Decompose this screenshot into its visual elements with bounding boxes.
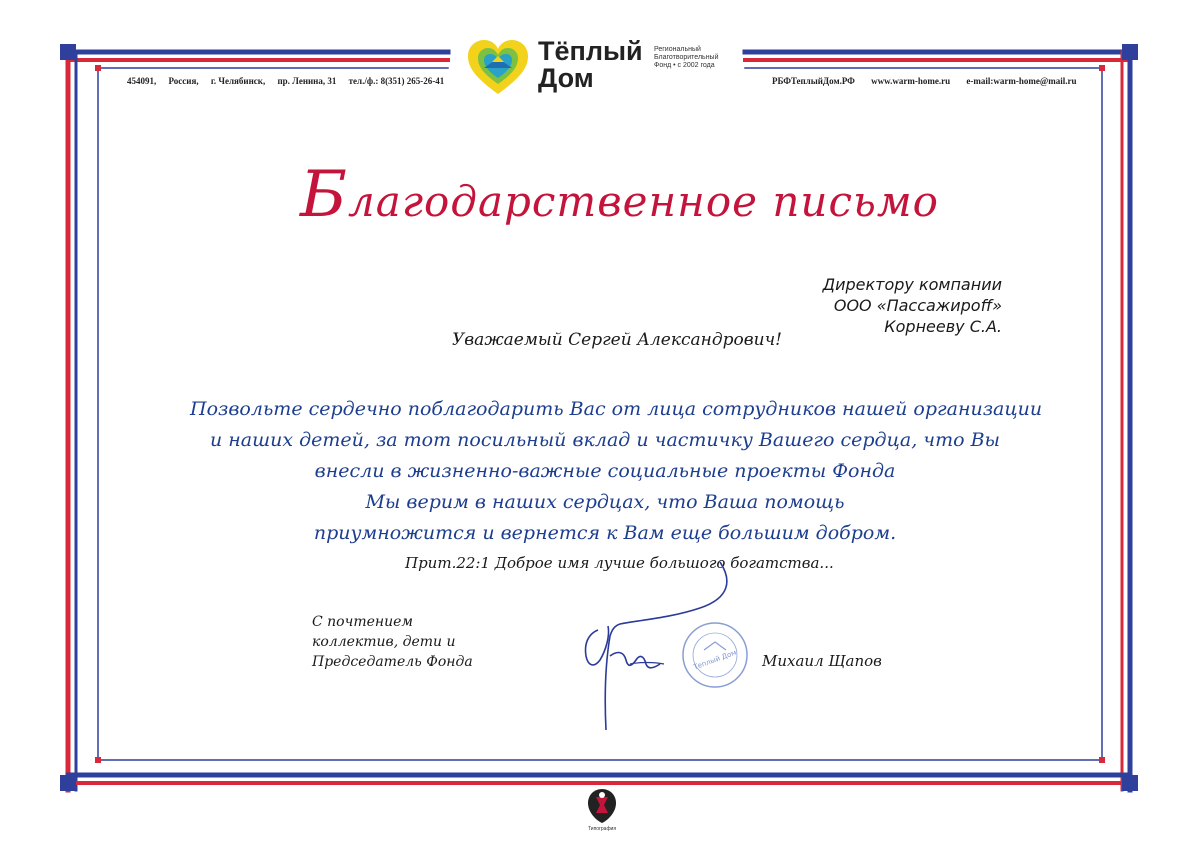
body-line-5: приумножится и вернется к Вам еще большим добром. — [313, 522, 897, 544]
site-en: www.warm-home.ru — [871, 76, 951, 86]
closing-line-2: коллектив, дети и — [312, 634, 456, 650]
body-line-1: Позвольте сердечно поблагодарить Вас от лица сотрудников нашей организации — [190, 398, 1043, 420]
address-street: пр. Ленина, 31 — [277, 76, 337, 86]
printer-logo-icon — [582, 785, 622, 825]
site-ru: РБФТеплыйДом.РФ — [772, 76, 855, 86]
address-country: Россия, — [168, 76, 199, 86]
address-city: г. Челябинск, — [210, 76, 266, 86]
title-capital: Б — [300, 158, 349, 232]
stamp-text: Теплый Дом — [692, 648, 738, 672]
body-line-2: и наших детей, за тот посильный вклад и частичку Вашего сердца, что Вы — [209, 429, 1001, 451]
printer-mark — [582, 785, 622, 835]
logo-name-line1: Тёплый — [538, 36, 643, 66]
foundation-logo — [466, 38, 736, 100]
printer-label: Типография — [587, 826, 617, 832]
closing-block — [312, 612, 473, 672]
proverb-quote: Прит.22:1 Доброе имя лучше большого богатства... — [405, 554, 834, 572]
header-contacts — [772, 76, 1091, 86]
foundation-stamp — [680, 620, 750, 690]
greeting: Уважаемый Сергей Александрович! — [452, 330, 782, 350]
addressee-block — [823, 274, 1002, 337]
heart-logo-icon — [466, 38, 530, 98]
addressee-line-2: ООО «Пассажироff» — [833, 296, 1002, 315]
logo-tagline-3: Фонд • с 2002 года — [654, 62, 715, 69]
document-title — [300, 158, 939, 232]
addressee-line-1: Директору компании — [822, 275, 1002, 294]
title-rest: лагодарственное письмо — [348, 177, 939, 226]
logo-tagline-1: Региональный — [654, 46, 701, 53]
header-address — [127, 76, 454, 86]
closing-line-3: Председатель Фонда — [312, 654, 473, 670]
email: e-mail:warm-home@mail.ru — [966, 76, 1077, 86]
body-line-4: Мы верим в наших сердцах, что Ваша помощь — [365, 491, 845, 513]
logo-name-line2: Дом — [538, 63, 594, 93]
body-line-3: внесли в жизненно-важные социальные проекты Фонда — [314, 460, 896, 482]
logo-tagline-2: Благотворительный — [654, 54, 719, 61]
logo-name — [538, 38, 643, 92]
signer-name: Михаил Щапов — [762, 652, 882, 670]
letter-body — [190, 394, 1043, 549]
logo-tagline — [654, 46, 719, 70]
addressee-line-3: Корнееву С.А. — [884, 317, 1002, 336]
closing-line-1: С почтением — [312, 614, 414, 630]
address-phone: тел./ф.: 8(351) 265-26-41 — [348, 76, 445, 86]
address-zip: 454091, — [127, 76, 157, 86]
